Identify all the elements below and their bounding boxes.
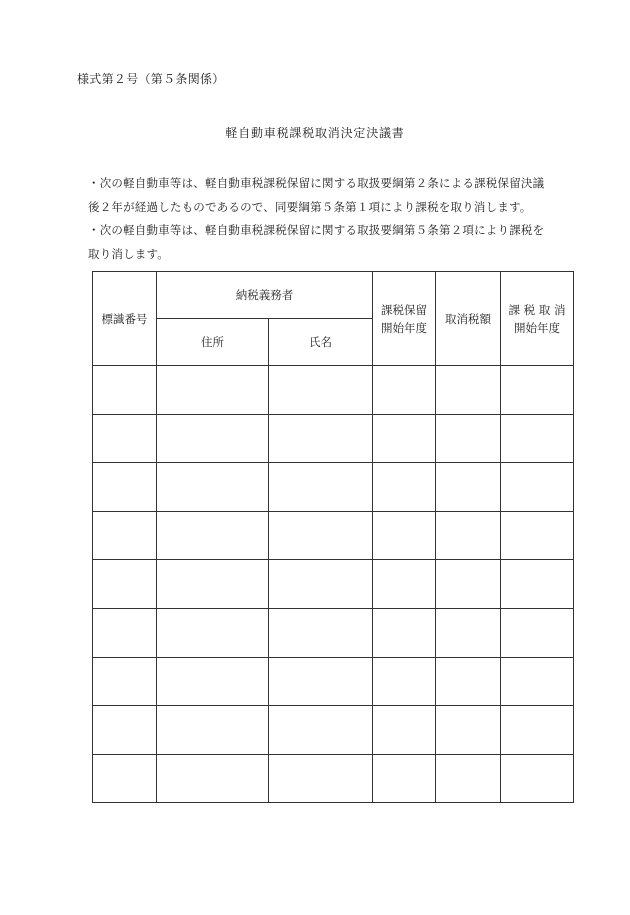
cell-cancelled-amount[interactable] [436,414,501,463]
header-hold-start-line2: 開始年度 [381,320,427,335]
header-plate-number-label: 標識番号 [101,311,148,326]
cell-cancelled-amount[interactable] [436,463,501,512]
table-row [93,463,574,512]
header-taxpayer [157,272,373,319]
cell-plate-number[interactable] [93,706,157,755]
table-row [93,657,574,706]
note-line: ・次の軽自動車等は、軽自動車税課税保留に関する取扱要綱第５条第２項により課税を [88,223,545,237]
cell-hold-start-year[interactable] [373,754,436,803]
header-cancelled-amount-label: 取消税額 [445,311,491,326]
note-line: 取り消します。 [88,246,169,261]
cell-name[interactable] [269,463,373,512]
header-plate-number [93,272,157,366]
cell-name[interactable] [269,657,373,706]
header-hold-start-year [373,272,436,366]
cell-cancel-start-year[interactable] [501,608,574,657]
cell-cancel-start-year[interactable] [501,511,574,560]
cell-cancelled-amount[interactable] [436,560,501,609]
cell-address[interactable] [157,560,269,609]
cell-hold-start-year[interactable] [373,366,436,415]
cell-plate-number[interactable] [93,608,157,657]
cell-cancelled-amount[interactable] [436,754,501,803]
cell-plate-number[interactable] [93,754,157,803]
cell-plate-number[interactable] [93,560,157,609]
note-line: 後２年が経過したものであるので、同要綱第５条第１項により課税を取り消します。 [88,199,532,214]
cell-plate-number[interactable] [93,463,157,512]
cell-hold-start-year[interactable] [373,414,436,463]
cell-hold-start-year[interactable] [373,511,436,560]
cell-cancel-start-year[interactable] [501,414,574,463]
cell-name[interactable] [269,706,373,755]
header-taxpayer-label: 納税義務者 [235,288,294,302]
table-row [93,511,574,560]
cell-address[interactable] [157,706,269,755]
header-hold-start-line1: 課税保留 [381,302,427,317]
table-row [93,608,574,657]
cell-cancelled-amount[interactable] [436,366,501,415]
cell-hold-start-year[interactable] [373,657,436,706]
header-address [157,319,269,366]
cell-cancelled-amount[interactable] [436,511,501,560]
cell-address[interactable] [157,414,269,463]
cell-address[interactable] [157,657,269,706]
cell-address[interactable] [157,463,269,512]
cell-name[interactable] [269,560,373,609]
cell-cancel-start-year[interactable] [501,754,574,803]
cell-name[interactable] [269,511,373,560]
notes-block [88,175,588,269]
cancellation-register-table [92,271,574,803]
cell-cancelled-amount[interactable] [436,608,501,657]
cell-address[interactable] [157,754,269,803]
form-number: 様式第２号（第５条関係） [77,72,225,86]
header-cancel-start-line1: 課 税 取 消 [508,302,566,317]
cell-cancel-start-year[interactable] [501,706,574,755]
cell-name[interactable] [269,414,373,463]
cell-plate-number[interactable] [93,414,157,463]
cell-cancelled-amount[interactable] [436,657,501,706]
cell-address[interactable] [157,366,269,415]
table-row [93,706,574,755]
header-row [93,272,574,319]
cell-hold-start-year[interactable] [373,608,436,657]
cell-plate-number[interactable] [93,511,157,560]
header-cancelled-amount [436,272,501,366]
cell-cancel-start-year[interactable] [501,366,574,415]
cell-name[interactable] [269,754,373,803]
cell-hold-start-year[interactable] [373,463,436,512]
cell-address[interactable] [157,511,269,560]
header-address-label: 住所 [201,335,224,349]
table-row [93,560,574,609]
cell-name[interactable] [269,608,373,657]
cell-plate-number[interactable] [93,366,157,415]
table-row [93,754,574,803]
header-name [269,319,373,366]
cell-cancel-start-year[interactable] [501,560,574,609]
table-body [93,366,574,803]
cell-hold-start-year[interactable] [373,706,436,755]
header-cancel-start-year [501,272,574,366]
cell-address[interactable] [157,608,269,657]
cell-hold-start-year[interactable] [373,560,436,609]
cell-cancelled-amount[interactable] [436,706,501,755]
cell-cancel-start-year[interactable] [501,463,574,512]
table-row [93,414,574,463]
header-cancel-start-line2: 開始年度 [514,320,560,335]
cell-name[interactable] [269,366,373,415]
header-name-label: 氏名 [309,335,332,349]
document-title: 軽自動車税課税取消決定決議書 [225,126,405,140]
note-line: ・次の軽自動車等は、軽自動車税課税保留に関する取扱要綱第２条による課税保留決議 [88,176,545,190]
table-row [93,366,574,415]
cell-plate-number[interactable] [93,657,157,706]
cell-cancel-start-year[interactable] [501,657,574,706]
